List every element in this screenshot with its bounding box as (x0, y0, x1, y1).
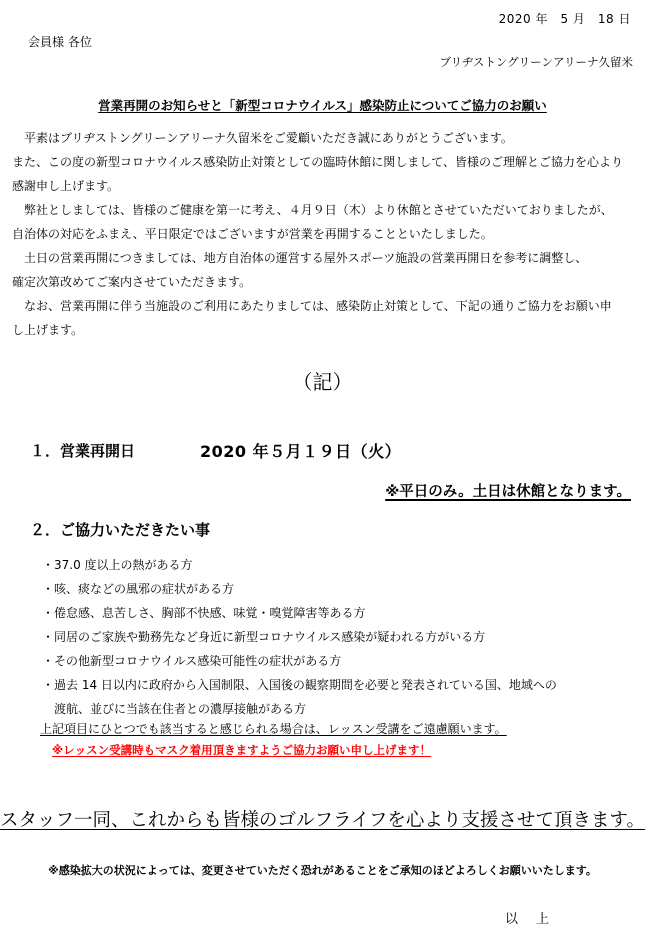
list-item: ・同居のご家族や勤務先など身近に新型コロナウイルス感染が疑われる方がいる方 (42, 630, 486, 644)
footnote: ※感染拡大の状況によっては、変更させていただく恐れがあることをご承知のほどよろしくお願いいたします。 (48, 864, 597, 877)
closing-mark: 以上 (505, 912, 568, 927)
mask-notice-text: ※レッスン受講時もマスク着用頂きますようご協力お願い申し上げます！ (52, 743, 432, 757)
body-line: また、この度の新型コロナウイルス感染防止対策としての臨時休館に関しまして、皆様のご理解とご協力を心より (12, 155, 624, 169)
sender-name: ブリヂストングリーンアリーナ久留米 (439, 55, 633, 69)
body-line: 自治体の対応をふまえ、平日限定ではございますが営業を再開することといたしました。 (12, 227, 493, 241)
list-item: ・過去 14 日以内に政府から入国制限、入国後の観察期間を必要と発表されている国、地域への (42, 678, 557, 692)
body-line: 弊社としましては、皆様のご健康を第一に考え、４月９日（木）より休館とさせていただいておりましたが、 (12, 203, 613, 217)
section2-label: ２．ご協力いただきたい事 (30, 521, 211, 539)
body-line: 確定次第改めてご案内させていただきます。 (12, 275, 252, 289)
ki-heading: （記） (292, 370, 353, 394)
body-text (12, 126, 623, 342)
weekday-only-note-text: ※平日のみ。土日は休館となります。 (385, 484, 631, 500)
body-line: し上げます。 (12, 323, 84, 337)
decline-notice-text: 上記項目にひとつでも該当すると感じられる場合は、レッスン受講をご遠慮願います。 (40, 722, 507, 736)
reopening-date: 2020 年５月１９日（火） (200, 442, 402, 461)
body-line: 平素はブリヂストングリーンアリーナ久留米をご愛顧いただき誠にありがとうございます。 (12, 131, 513, 145)
document-date: 2020 年 5 月 18 日 (498, 12, 631, 26)
decline-notice (40, 720, 507, 737)
request-list (42, 553, 557, 721)
body-line: なお、営業再開に伴う当施設のご利用にあたりましては、感染防止対策として、下記の通りご協力をお願い申 (12, 299, 612, 313)
body-line: 感謝申し上げます。 (12, 179, 120, 193)
mask-notice (52, 742, 431, 758)
document-title (0, 96, 645, 114)
document-title-text: 営業再開のお知らせと「新型コロナウイルス」感染防止についてご協力のお願い (98, 98, 547, 113)
support-message (0, 806, 645, 832)
support-message-text: スタッフ一同、これからも皆様のゴルフライフを心より支援させて頂きます。 (0, 810, 645, 831)
list-item: ・37.0 度以上の熱がある方 (42, 558, 193, 572)
list-item: ・その他新型コロナウイルス感染可能性の症状がある方 (42, 654, 342, 668)
list-item: ・咳、痰などの風邪の症状がある方 (42, 582, 235, 596)
list-item: ・倦怠感、息苦しさ、胸部不快感、味覚・嗅覚障害等ある方 (42, 606, 366, 620)
body-line: 土日の営業再開につきましては、地方自治体の運営する屋外スポーツ施設の営業再開日を参考に調整し、 (12, 251, 588, 265)
weekday-only-note (385, 480, 631, 501)
section1-label: １．営業再開日 (30, 442, 136, 460)
list-item-continuation: 渡航、並びに当該在住者との濃厚接触がある方 (54, 702, 307, 716)
addressee: 会員様 各位 (28, 35, 92, 49)
